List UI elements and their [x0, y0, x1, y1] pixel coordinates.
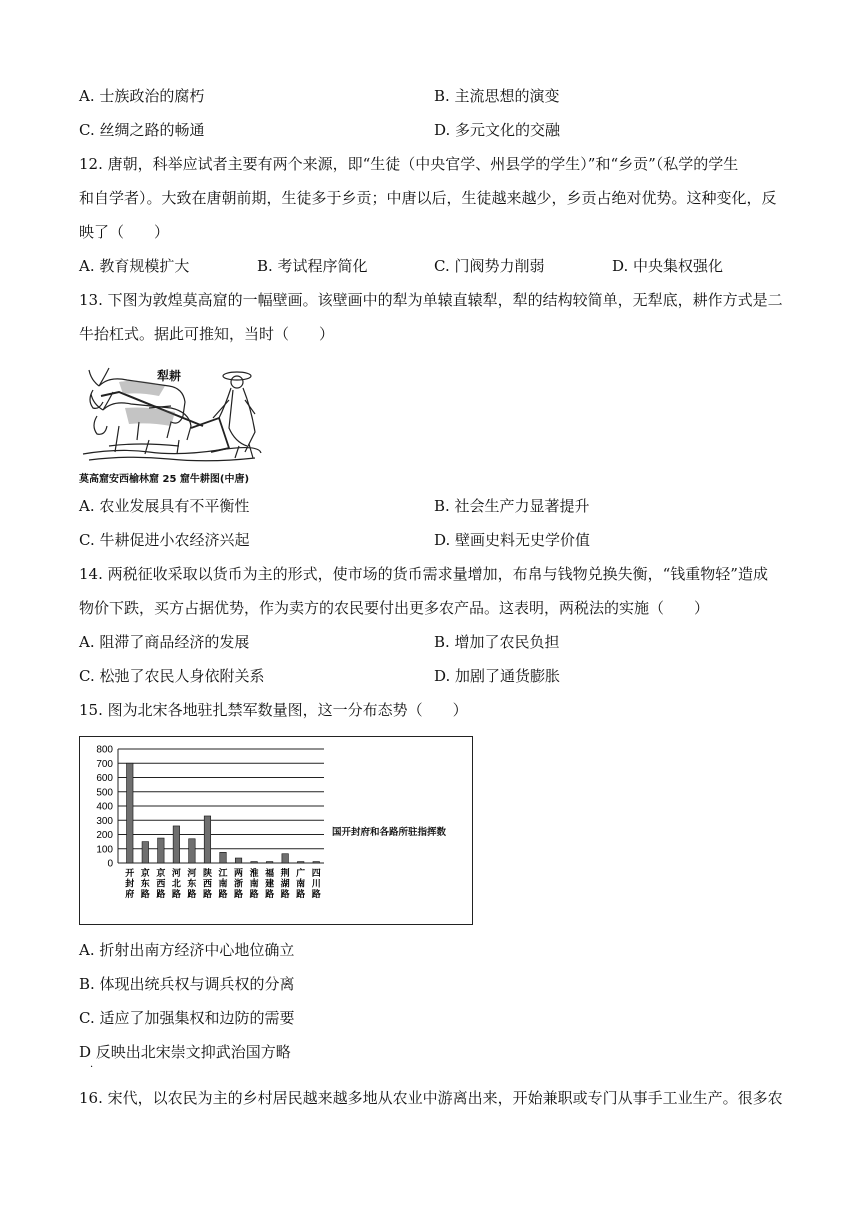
x-tick-label: 河东路: [187, 869, 197, 900]
y-tick-label: 700: [96, 758, 113, 770]
q15-option-b: B. 体现出统兵权与调兵权的分离: [79, 975, 295, 993]
x-tick-label: 河北路: [171, 869, 181, 900]
q11-option-b: B. 主流思想的演变: [434, 87, 560, 105]
q14-option-b: B. 增加了农民负担: [434, 633, 560, 651]
q11-option-a: A. 士族政治的腐朽: [79, 87, 205, 105]
q12-option-d: D. 中央集权强化: [612, 257, 724, 275]
x-tick-label: 京东路: [140, 869, 150, 900]
bar-9: [266, 862, 273, 863]
q15-option-a: A. 折射出南方经济中心地位确立: [79, 941, 295, 959]
q14-option-c: C. 松弛了农民人身依附关系: [79, 667, 265, 685]
bar-12: [313, 862, 320, 863]
bar-4: [189, 839, 196, 863]
q15-option-d: D 反映出北宋崇文抑武治国方略: [79, 1043, 291, 1061]
y-tick-label: 400: [96, 801, 113, 813]
bar-3: [173, 826, 180, 863]
mural-ox-plowing-image: [79, 356, 265, 464]
x-tick-label: 京西路: [156, 869, 166, 900]
x-tick-label: 淮南路: [249, 869, 259, 900]
q13-option-c: C. 牛耕促进小农经济兴起: [79, 531, 250, 549]
troop-distribution-chart: [79, 736, 473, 925]
x-tick-label: 开封府: [125, 869, 135, 900]
y-tick-label: 300: [96, 815, 113, 827]
q13-stem-line-2: 牛抬杠式。据此可推知，当时（ ）: [79, 325, 335, 343]
q12-stem-line-2: 和自学者）。大致在唐朝前期，生徒多于乡贡；中唐以后，生徒越来越少，乡贡占绝对优势。这种变化，反: [79, 189, 777, 207]
x-tick-label: 两浙路: [234, 869, 244, 900]
q14-stem-line-1: 14. 两税征收采取以货币为主的形式，使市场的货币需求量增加，布帛与钱物兑换失衡，“钱重物轻”造成: [79, 565, 768, 583]
x-tick-label: 陕西路: [202, 869, 212, 900]
bar-7: [235, 858, 242, 863]
q11-option-d: D. 多元文化的交融: [434, 121, 561, 139]
bar-5: [204, 816, 211, 863]
x-tick-label: 江南路: [218, 869, 228, 900]
bar-8: [251, 862, 257, 863]
q12-stem-line-1: 12. 唐朝，科举应试者主要有两个来源，即“生徒（中央官学、州县学的学生）”和“乡贡”（私学的学生: [79, 155, 739, 173]
q15-stem: 15. 图为北宋各地驻扎禁军数量图，这一分布态势（ ）: [79, 701, 468, 719]
q12-option-a: A. 教育规模扩大: [79, 257, 190, 275]
bar-6: [220, 852, 227, 863]
chart-svg: [80, 737, 472, 924]
stray-mark: ·: [90, 1062, 94, 1073]
bar-11: [297, 862, 304, 863]
q12-option-c: C. 门阀势力削弱: [434, 257, 545, 275]
bar-0: [127, 763, 134, 863]
q14-option-a: A. 阻滞了商品经济的发展: [79, 633, 250, 651]
q11-option-c: C. 丝绸之路的畅通: [79, 121, 205, 139]
x-tick-label: 荆湖路: [280, 869, 290, 900]
bar-1: [142, 842, 149, 863]
chart-legend: 国开封府和各路所驻指挥数: [332, 827, 447, 838]
y-tick-label: 500: [96, 787, 113, 799]
q13-stem-line-1: 13. 下图为敦煌莫高窟的一幅壁画。该壁画中的犁为单辕直辕犁，犁的结构较简单，无犁底，耕作方式是二: [79, 291, 783, 309]
x-tick-label: 四川路: [311, 869, 321, 900]
x-tick-label: 广南路: [296, 869, 306, 900]
q13-option-b: B. 社会生产力显著提升: [434, 497, 590, 515]
x-tick-label: 福建路: [265, 869, 275, 900]
y-tick-label: 200: [96, 830, 113, 841]
q12-option-b: B. 考试程序简化: [257, 257, 368, 275]
q12-stem-line-3: 映了（ ）: [79, 223, 170, 241]
q16-stem-line-1: 16. 宋代，以农民为主的乡村居民越来越多地从农业中游离出来，开始兼职或专门从事手工业生产。很多农: [79, 1089, 783, 1107]
q13-option-d: D. 壁画史料无史学价值: [434, 531, 591, 549]
q13-option-a: A. 农业发展具有不平衡性: [79, 497, 250, 515]
bar-10: [282, 854, 289, 863]
y-tick-label: 600: [96, 773, 113, 784]
y-tick-label: 0: [107, 858, 113, 870]
q15-option-c: C. 适应了加强集权和边防的需要: [79, 1009, 295, 1027]
bar-2: [158, 838, 165, 863]
mural-caption: 莫高窟安西榆林窟 25 窟牛耕图(中唐): [79, 474, 250, 485]
y-tick-label: 100: [96, 844, 113, 856]
mural-inscription: 犁耕: [157, 369, 182, 383]
y-tick-label: 800: [96, 744, 113, 756]
q14-option-d: D. 加剧了通货膨胀: [434, 667, 561, 685]
q14-stem-line-2: 物价下跌，买方占据优势，作为卖方的农民要付出更多农产品。这表明，两税法的实施（ ）: [79, 599, 710, 617]
